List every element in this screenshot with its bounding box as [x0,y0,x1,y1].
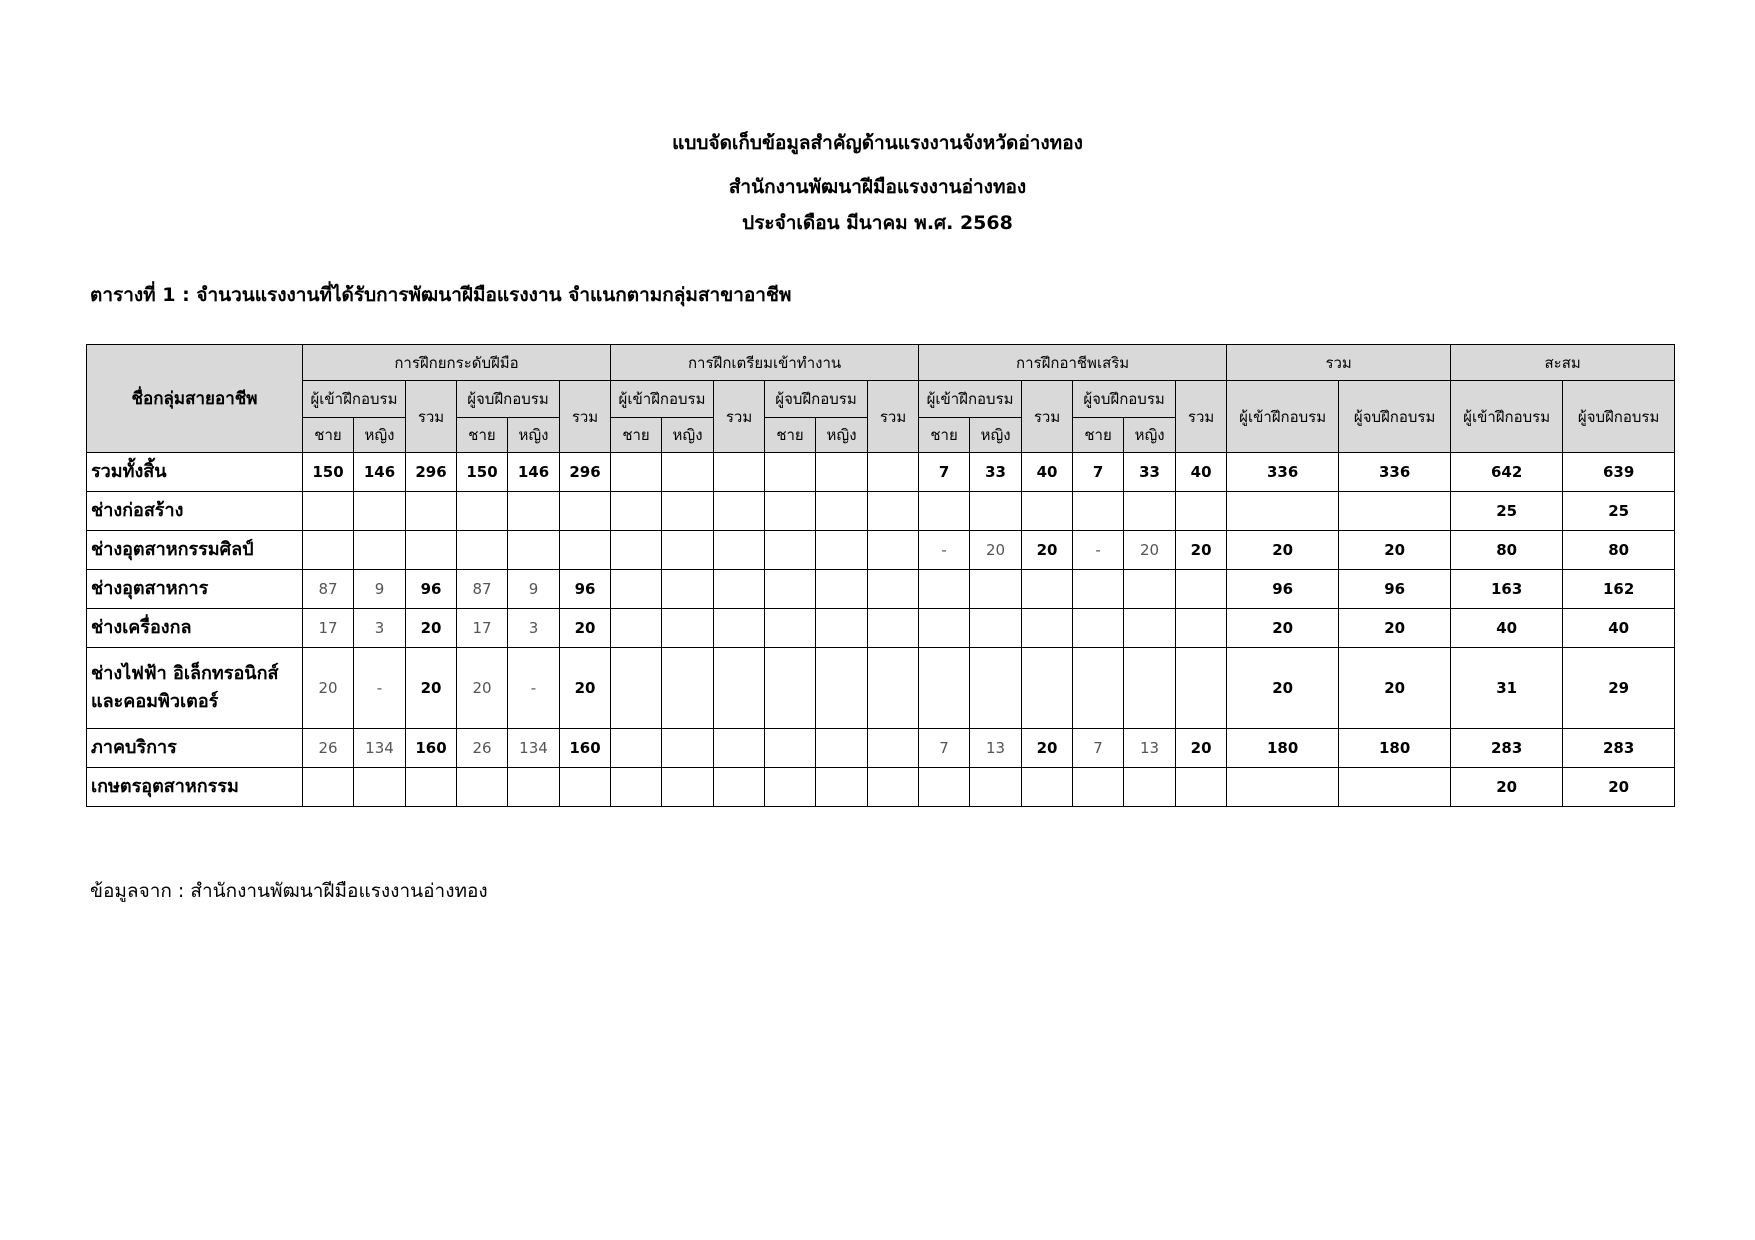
table-cell: 150 [303,453,354,492]
table-cell [611,453,662,492]
table-row [87,729,1675,768]
table-cell [816,531,868,570]
col-sum: รวม [868,381,919,453]
table-cell [765,729,816,768]
table-cell [354,768,406,807]
table-cell [919,648,970,729]
table-cell [714,492,765,531]
table-cell [868,492,919,531]
table-cell [765,492,816,531]
table-cell [354,492,406,531]
table-cell: 150 [457,453,508,492]
table-cell [868,609,919,648]
table-cell: 20 [457,648,508,729]
table-cell: 20 [1339,531,1451,570]
table-cell [1124,570,1176,609]
table-cell [816,609,868,648]
table-cell [714,570,765,609]
col-male: ชาย [611,418,662,453]
table-cell [662,768,714,807]
table-cell: 20 [406,648,457,729]
table-cell [1339,492,1451,531]
table-row [87,492,1675,531]
table-cell: 20 [406,609,457,648]
table-cell [1124,609,1176,648]
table-cell [1176,648,1227,729]
table-cell: 283 [1563,729,1675,768]
table-cell [1073,768,1124,807]
table-cell: 20 [970,531,1022,570]
table-cell: 20 [1563,768,1675,807]
table-cell: 40 [1022,453,1073,492]
table-cell [1073,570,1124,609]
table-cell: 20 [1124,531,1176,570]
col-sum: รวม [1022,381,1073,453]
table-cell [816,492,868,531]
table-cell [560,492,611,531]
table-cell: 7 [919,729,970,768]
table-cell: 7 [1073,453,1124,492]
col-female: หญิง [816,418,868,453]
table-header [87,345,1675,453]
col-female: หญิง [1124,418,1176,453]
occupation-group-name: ภาคบริการ [87,729,303,768]
table-cell: 296 [560,453,611,492]
table-cell: 20 [1451,768,1563,807]
table-cell [508,768,560,807]
table-cell: 20 [1022,729,1073,768]
table-cell [1176,570,1227,609]
table-cell [816,453,868,492]
table-cell: 9 [354,570,406,609]
table-cell [662,492,714,531]
table-cell: 20 [560,648,611,729]
col-female: หญิง [970,418,1022,453]
table-cell [919,492,970,531]
col-graduates: ผู้จบฝึกอบรม [457,381,560,418]
table-cell [406,531,457,570]
table-cell [662,648,714,729]
table-cell: 162 [1563,570,1675,609]
table-cell: 296 [406,453,457,492]
table-cell [765,531,816,570]
col-group-upgrade: การฝึกยกระดับฝีมือ [303,345,611,381]
table-cell [765,453,816,492]
table-cell: 40 [1176,453,1227,492]
table-cell: - [919,531,970,570]
table-cell [662,570,714,609]
occupation-group-name: รวมทั้งสิ้น [87,453,303,492]
table-cell: 26 [303,729,354,768]
table-cell: 20 [1176,531,1227,570]
table-cell: 25 [1563,492,1675,531]
table-cell: 163 [1451,570,1563,609]
table-cell: 87 [457,570,508,609]
source-note: ข้อมูลจาก : สำนักงานพัฒนาฝีมือแรงงานอ่างทอง [90,880,488,902]
table-cell [303,531,354,570]
table-caption: ตารางที่ 1 : จำนวนแรงงานที่ได้รับการพัฒนาฝีมือแรงงาน จำแนกตามกลุ่มสาขาอาชีพ [90,284,792,306]
col-cumulative-trainees: ผู้เข้าฝึกอบรม [1451,381,1563,453]
table-cell [611,729,662,768]
table-cell [662,729,714,768]
table-cell: 336 [1339,453,1451,492]
table-cell: 283 [1451,729,1563,768]
table-cell [868,768,919,807]
table-cell [816,768,868,807]
table-cell [868,570,919,609]
table-cell [868,531,919,570]
table-cell: 33 [1124,453,1176,492]
table-cell: 336 [1227,453,1339,492]
table-cell: 146 [508,453,560,492]
table-cell [611,648,662,729]
col-male: ชาย [765,418,816,453]
table-cell [662,531,714,570]
table-cell: 96 [1227,570,1339,609]
col-group-cumulative: สะสม [1451,345,1675,381]
table-cell [919,609,970,648]
table-cell: 20 [560,609,611,648]
table-cell: 20 [1227,609,1339,648]
table-cell [970,768,1022,807]
table-cell [1176,609,1227,648]
table-cell [611,609,662,648]
table-cell [457,492,508,531]
table-cell [919,570,970,609]
table-cell: 40 [1563,609,1675,648]
table-cell [457,768,508,807]
table-cell: 639 [1563,453,1675,492]
col-female: หญิง [354,418,406,453]
table-cell: 13 [1124,729,1176,768]
table-cell [1022,492,1073,531]
col-trainees: ผู้เข้าฝึกอบรม [919,381,1022,418]
occupation-group-name: ช่างไฟฟ้า อิเล็กทรอนิกส์ และคอมพิวเตอร์ [87,648,303,729]
table-cell [970,648,1022,729]
col-graduates: ผู้จบฝึกอบรม [1073,381,1176,418]
table-cell: 25 [1451,492,1563,531]
table-cell: 134 [354,729,406,768]
table-cell: 134 [508,729,560,768]
table-cell: 20 [1227,531,1339,570]
table-cell [303,492,354,531]
col-occupation-group: ชื่อกลุ่มสายอาชีพ [87,345,303,453]
table-cell: - [354,648,406,729]
table-cell [816,729,868,768]
table-cell: 160 [406,729,457,768]
table-row [87,768,1675,807]
table-cell [816,648,868,729]
table-cell: 20 [1176,729,1227,768]
col-group-prep: การฝึกเตรียมเข้าทำงาน [611,345,919,381]
table-cell [1176,492,1227,531]
col-cumulative-graduates: ผู้จบฝึกอบรม [1563,381,1675,453]
report-period: ประจำเดือน มีนาคม พ.ศ. 2568 [742,212,1013,234]
table-row [87,609,1675,648]
col-graduates: ผู้จบฝึกอบรม [765,381,868,418]
table-cell: 87 [303,570,354,609]
table-cell [765,609,816,648]
table-cell [868,729,919,768]
table-cell [1073,492,1124,531]
table-cell [303,768,354,807]
table-cell: - [508,648,560,729]
table-row [87,531,1675,570]
table-cell [560,768,611,807]
table-cell: 7 [1073,729,1124,768]
table-cell [1227,768,1339,807]
table-cell: 40 [1451,609,1563,648]
table-row [87,648,1675,729]
table-cell [714,768,765,807]
report-agency: สำนักงานพัฒนาฝีมือแรงงานอ่างทอง [728,176,1027,198]
table-cell [508,531,560,570]
table-cell [868,648,919,729]
table-cell: 180 [1227,729,1339,768]
table-cell: 160 [560,729,611,768]
table-cell [1124,492,1176,531]
table-cell [868,453,919,492]
table-cell [1022,609,1073,648]
occupation-group-name: ช่างเครื่องกล [87,609,303,648]
labor-training-table [86,344,1675,807]
table-cell [1022,768,1073,807]
col-sum: รวม [1176,381,1227,453]
table-cell [714,609,765,648]
table-cell [611,531,662,570]
table-cell [919,768,970,807]
table-cell: - [1073,531,1124,570]
occupation-group-name: ช่างก่อสร้าง [87,492,303,531]
table-cell [406,768,457,807]
table-cell: 96 [560,570,611,609]
table-cell [611,768,662,807]
table-cell: 17 [303,609,354,648]
table-cell: 7 [919,453,970,492]
table-cell: 80 [1563,531,1675,570]
table-cell: 26 [457,729,508,768]
table-cell [816,570,868,609]
table-cell [970,570,1022,609]
table-cell [970,609,1022,648]
table-cell [1073,648,1124,729]
table-cell: 29 [1563,648,1675,729]
table-cell: 17 [457,609,508,648]
table-cell: 20 [1339,609,1451,648]
table-cell [1227,492,1339,531]
col-female: หญิง [508,418,560,453]
table-cell [1339,768,1451,807]
col-total-graduates: ผู้จบฝึกอบรม [1339,381,1451,453]
table-cell [1124,648,1176,729]
col-male: ชาย [457,418,508,453]
grand-total-row [87,453,1675,492]
table-cell: 20 [1022,531,1073,570]
col-male: ชาย [1073,418,1124,453]
table-cell: 146 [354,453,406,492]
table-cell [1124,768,1176,807]
col-male: ชาย [303,418,354,453]
occupation-group-name: ช่างอุตสาหการ [87,570,303,609]
occupation-group-name: ช่างอุตสาหกรรมศิลป์ [87,531,303,570]
table-cell [1022,648,1073,729]
table-cell: 20 [1339,648,1451,729]
table-cell [560,531,611,570]
table-cell: 180 [1339,729,1451,768]
table-cell [1022,570,1073,609]
table-cell: 20 [303,648,354,729]
col-female: หญิง [662,418,714,453]
table-cell [714,531,765,570]
table-cell [662,453,714,492]
table-cell [714,453,765,492]
table-cell: 20 [1227,648,1339,729]
table-cell: 96 [1339,570,1451,609]
table-cell [765,570,816,609]
col-sum: รวม [560,381,611,453]
col-sum: รวม [714,381,765,453]
table-cell [714,729,765,768]
col-trainees: ผู้เข้าฝึกอบรม [303,381,406,418]
table-cell [1073,609,1124,648]
table-cell [970,492,1022,531]
table-cell [765,648,816,729]
table-cell: 9 [508,570,560,609]
table-cell: 96 [406,570,457,609]
table-cell [611,570,662,609]
table-cell [354,531,406,570]
table-cell [508,492,560,531]
table-cell: 3 [508,609,560,648]
col-trainees: ผู้เข้าฝึกอบรม [611,381,714,418]
table-body [87,453,1675,807]
table-cell [1176,768,1227,807]
col-sum: รวม [406,381,457,453]
table-cell [406,492,457,531]
col-group-extra: การฝึกอาชีพเสริม [919,345,1227,381]
table-row [87,570,1675,609]
table-cell: 31 [1451,648,1563,729]
table-cell [457,531,508,570]
col-male: ชาย [919,418,970,453]
report-title: แบบจัดเก็บข้อมูลสำคัญด้านแรงงานจังหวัดอ่างทอง [672,132,1083,154]
table-cell: 80 [1451,531,1563,570]
table-cell [662,609,714,648]
table-cell: 3 [354,609,406,648]
table-cell: 642 [1451,453,1563,492]
occupation-group-name: เกษตรอุตสาหกรรม [87,768,303,807]
col-total-trainees: ผู้เข้าฝึกอบรม [1227,381,1339,453]
table-cell [714,648,765,729]
table-cell: 13 [970,729,1022,768]
col-group-total: รวม [1227,345,1451,381]
table-cell [765,768,816,807]
table-cell: 33 [970,453,1022,492]
table-cell [611,492,662,531]
